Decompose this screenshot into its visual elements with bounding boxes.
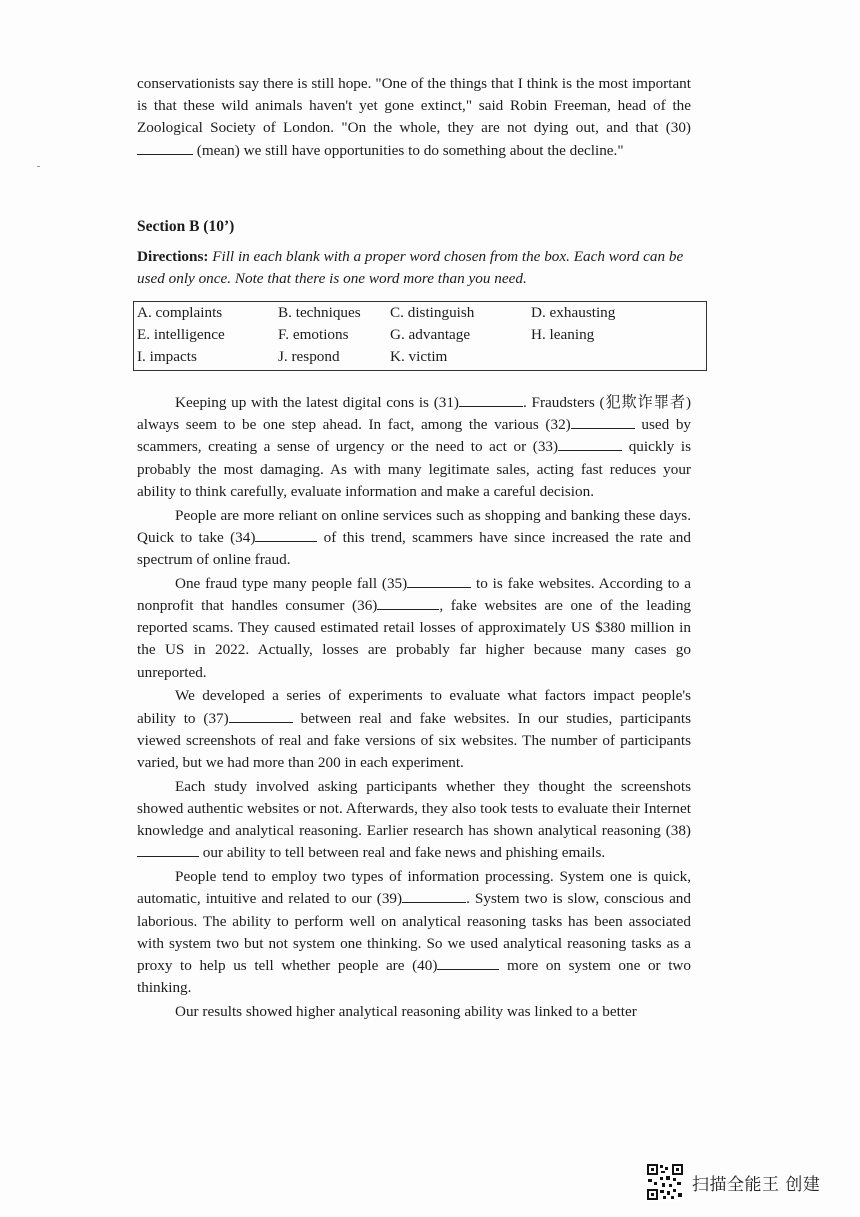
blank-34-number: (34) (230, 528, 256, 546)
p6-text-a: People tend to employ two types of information processing. System one is quick, automatic, intuitive and related to our (137, 868, 691, 908)
p4-text-a: We developed a series of experiments to evaluate what factors impact people's ability to (137, 687, 691, 727)
blank-36-number: (36) (352, 597, 378, 615)
p1-text-e: quickly is probably the most damaging. As with many legitimate sales, acting fast reduces your ability to think carefully, evaluate information and make a careful decision. (137, 438, 692, 500)
blank-33-number: (33) (532, 438, 559, 456)
blank-40-number: (40) (412, 957, 438, 975)
p6-text-b: . System two is slow, conscious and laborious. The ability to perform well on analytical reasoning tasks has been associated with system two but not system one thinking. So we used analytical reasoning tasks as a proxy to help us tell whether people are (137, 890, 691, 975)
p3-text-c: , fake websites are one of the leading reported scams. They caused estimated retail losses of approximately US $380 million in the US in 2022. Actually, losses are probably far higher because many cases go unreported. (137, 597, 692, 681)
word-option: K. victim (390, 348, 448, 365)
p3-text-b: to is fake websites. According to a nonprofit that handles consumer (137, 574, 691, 615)
blank-35-number: (35) (381, 574, 408, 592)
paragraph-6 (137, 866, 691, 999)
blank-40[interactable] (437, 955, 499, 970)
word-option: C. distinguish (390, 304, 475, 321)
blank-33[interactable] (558, 436, 622, 451)
p4-text-b: between real and fake websites. In our studies, participants viewed screenshots of real and fake versions of six websites. The number of participants varied, but we had more than 200 in each experiment. (137, 709, 691, 772)
p2-text-b: of this trend, scammers have since increased the rate and spectrum of online fraud. (137, 528, 691, 569)
passage (137, 392, 691, 1025)
word-option: J. respond (278, 348, 340, 365)
p2-text-a: People are more reliant on online services such as shopping and banking these days. Quick to take (137, 506, 691, 546)
blank-30-number: (30) (665, 119, 691, 137)
paragraph-4 (137, 685, 691, 774)
scan-speck (37, 166, 40, 167)
p1-text-d: used by scammers, creating a sense of urgency or the need to act or (137, 416, 692, 456)
word-option: I. impacts (137, 348, 197, 365)
directions-text: Fill in each blank with a proper word chosen from the box. Each word can be used only once. Note that there is one word more than you need. (137, 248, 684, 288)
blank-34[interactable] (255, 527, 317, 542)
blank-30-hint: (mean) (196, 141, 240, 159)
p1-text-a: Keeping up with the latest digital cons is (175, 394, 434, 411)
blank-39-number: (39) (376, 890, 403, 908)
word-option: A. complaints (137, 304, 223, 321)
p5-text-a: Each study involved asking participants whether they thought the screenshots showed authentic websites or not. Afterwards, they also took tests to evaluate their Internet knowledge and analytical reasoning. Earlier research has shown analytical reasoning (137, 777, 691, 840)
paragraph-7 (137, 1001, 691, 1023)
word-option: G. advantage (390, 326, 471, 343)
word-option: F. emotions (278, 326, 349, 343)
blank-35[interactable] (407, 573, 471, 588)
blank-36[interactable] (377, 595, 439, 610)
blank-38[interactable] (137, 842, 199, 857)
paragraph-2 (137, 505, 691, 572)
word-box (133, 301, 707, 371)
word-option: D. exhausting (531, 304, 616, 321)
word-option: B. techniques (278, 304, 361, 321)
paragraph-5 (137, 776, 691, 865)
paragraph-3 (137, 573, 691, 684)
blank-32-number: (32) (545, 416, 571, 434)
p5-text-b: our ability to tell between real and fake news and phishing emails. (199, 844, 606, 862)
intro-text-before: conservationists say there is still hope. "One of the things that I think is the most important is that these wild animals haven't yet gone extinct," said Robin Freeman, head of the Zoological Society of London. "On the whole, they are not dying out, and that (137, 75, 691, 137)
intro-paragraph (137, 73, 691, 162)
word-option: H. leaning (531, 326, 595, 343)
directions (137, 246, 697, 290)
watermark-text: 扫描全能王 创建 (692, 1174, 821, 1195)
p1-text-c: . Fraudsters (犯欺诈罪者) always seem to be one step ahead. In fact, among the various (137, 394, 691, 434)
section-title: Section B (10’) (137, 218, 235, 235)
directions-label: Directions: (137, 248, 209, 265)
p3-text-a: One fraud type many people fall (175, 574, 382, 592)
scanner-watermark (646, 1163, 820, 1201)
qr-code-icon (646, 1163, 684, 1201)
blank-39[interactable] (402, 888, 466, 903)
intro-text-after: we still have opportunities to do something about the decline." (239, 141, 624, 159)
p6-text-c: more on system one or two thinking. (137, 957, 691, 997)
blank-37[interactable] (229, 708, 293, 723)
word-option: E. intelligence (137, 326, 225, 343)
blank-30[interactable] (137, 140, 193, 155)
blank-31[interactable] (459, 392, 523, 407)
blank-31-number: (31) (433, 394, 459, 411)
p7-text-a: Our results showed higher analytical reasoning ability was linked to a better (175, 1003, 637, 1021)
blank-37-number: (37) (203, 709, 229, 727)
blank-38-number: (38) (665, 822, 691, 840)
blank-32[interactable] (571, 414, 635, 429)
paragraph-1 (137, 392, 691, 503)
